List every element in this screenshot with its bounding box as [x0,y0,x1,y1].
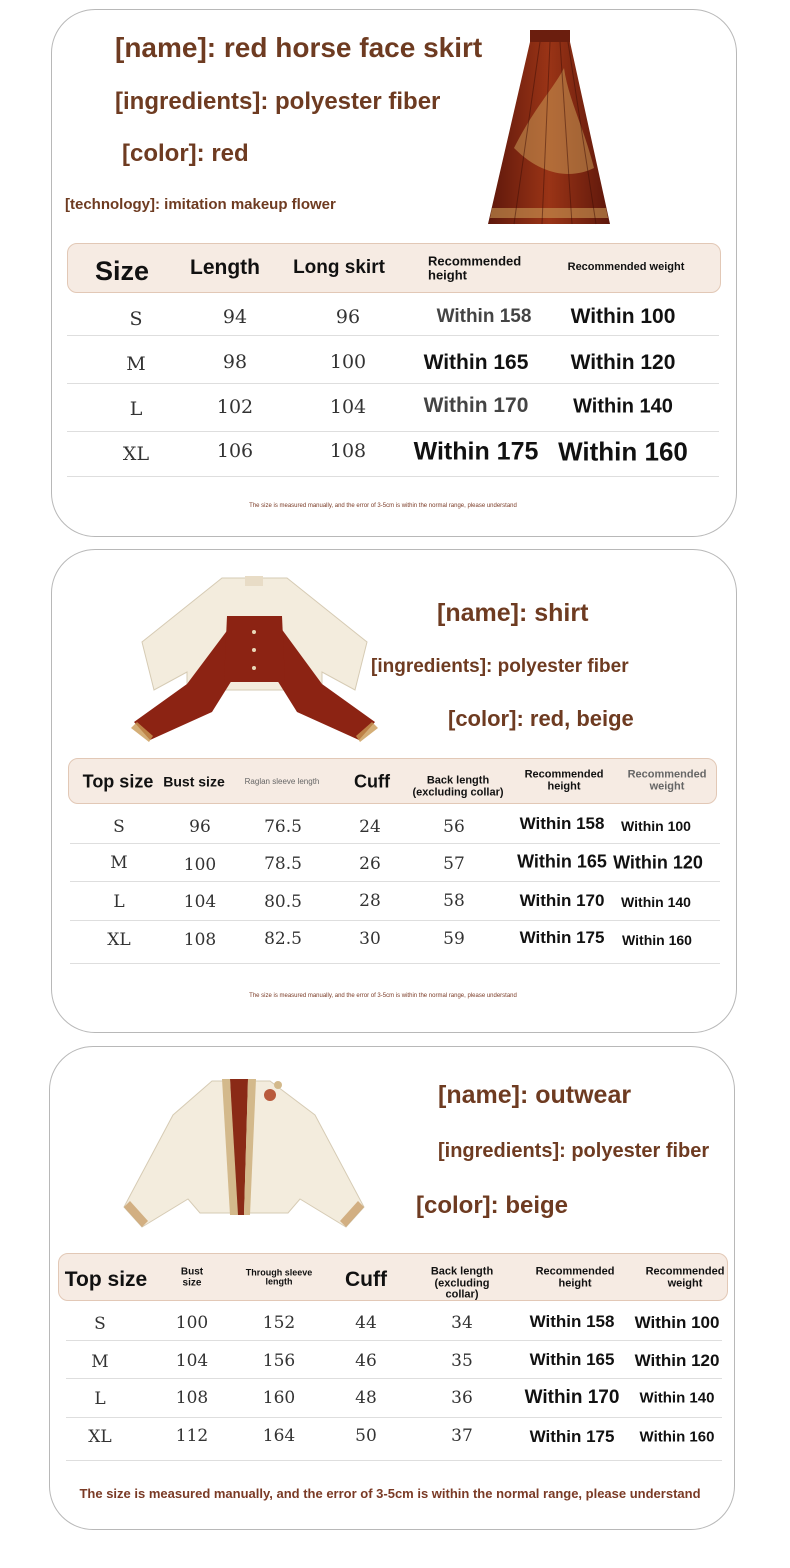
table-cell: 100 [329,351,367,373]
table-cell: 26 [359,854,381,874]
shirt-image [127,572,382,744]
table-cell: L [129,398,143,420]
red-skirt-image [484,28,614,228]
table-cell: Within 160 [622,932,692,948]
table-cell: 50 [355,1426,377,1446]
skirt-table-header [67,243,721,293]
table-cell: Within 170 [524,1387,620,1408]
table-cell: Within 165 [423,351,529,374]
outwear-color: [color]: beige [416,1192,569,1219]
table-cell: Within 158 [529,1312,615,1331]
table-cell: 28 [359,891,381,911]
skirt-header-height: Recommended height [428,253,522,282]
outwear-ingredients: [ingredients]: polyester fiber [438,1140,710,1162]
table-row-line [66,1340,722,1341]
table-cell: 59 [443,929,465,949]
table-cell: Within 165 [517,851,607,872]
outwear-table-header [58,1253,728,1301]
table-cell: Within 140 [573,395,673,418]
table-cell: 24 [359,817,381,837]
table-cell: Within 165 [529,1350,615,1369]
table-cell: 46 [355,1351,377,1371]
table-cell: Within 158 [519,814,605,833]
table-cell: L [94,1389,106,1409]
table-cell: 112 [175,1426,209,1446]
outwear-header-back-length: Back length (excluding collar) [430,1265,494,1301]
shirt-color: [color]: red, beige [448,706,634,731]
table-cell: 96 [189,817,211,837]
skirt-header-size: Size [94,255,150,286]
table-cell: 108 [329,440,367,462]
table-cell: Within 170 [423,394,529,417]
shirt-header-back-length: Back length (excluding collar) [412,774,504,798]
table-cell: XL [122,443,150,465]
table-cell: 44 [355,1313,377,1333]
table-cell: 76.5 [264,817,302,837]
outwear-header-sleeve: Through sleeve length [245,1267,313,1287]
table-cell: 80.5 [264,892,302,912]
skirt-technology: [technology]: imitation makeup flower [65,196,336,213]
table-row-line [66,1460,722,1461]
table-cell: 37 [451,1426,473,1446]
table-cell: Within 175 [529,1427,615,1446]
skirt-header-long-skirt: Long skirt [293,257,385,279]
table-cell: 102 [216,396,254,418]
shirt-header-top-size: Top size [82,771,154,792]
table-cell: 56 [443,817,465,837]
shirt-header-weight: Recommended weight [627,768,707,792]
shirt-table-header [68,758,717,804]
measurement-note: The size is measured manually, and the error of 3-5cm is within the normal range, please understand [249,993,517,999]
table-cell: Within 158 [436,306,532,327]
table-cell: Within 120 [613,852,703,873]
table-cell: 35 [451,1351,473,1371]
table-cell: 156 [262,1351,296,1371]
table-cell: 104 [175,1351,209,1371]
table-cell: XL [107,930,131,950]
table-cell: 30 [359,929,381,949]
table-cell: 78.5 [264,854,302,874]
outwear-header-weight: Recommended weight [645,1265,725,1289]
skirt-header-weight: Recommended weight [567,261,685,274]
table-cell: S [113,817,125,837]
shirt-header-height: Recommended height [524,768,604,792]
table-cell: 108 [175,1388,209,1408]
table-cell: 100 [183,855,217,875]
table-cell: 98 [222,351,248,373]
table-row-line [70,843,720,844]
table-cell: 152 [262,1313,296,1333]
outwear-header-height: Recommended height [535,1265,615,1289]
table-row-line [66,1417,722,1418]
outwear-header-top-size: Top size [64,1267,148,1291]
table-cell: M [110,853,128,873]
table-cell: 36 [451,1388,473,1408]
measurement-note: The size is measured manually, and the error of 3-5cm is within the normal range, please understand [249,503,517,509]
table-cell: M [126,353,146,375]
shirt-header-bust: Bust size [163,773,225,790]
table-cell: Within 175 [413,437,539,466]
outwear-image [120,1075,368,1235]
table-row-line [70,963,720,964]
outwear-header-cuff: Cuff [345,1267,387,1291]
table-cell: Within 120 [634,1351,720,1370]
table-cell: Within 140 [621,894,691,910]
table-cell: Within 100 [621,818,691,834]
table-cell: Within 100 [634,1313,720,1332]
table-cell: M [91,1352,109,1372]
table-cell: Within 160 [558,436,688,467]
table-cell: XL [88,1427,112,1447]
table-cell: S [129,308,143,330]
table-cell: 104 [329,396,367,418]
shirt-header-cuff: Cuff [354,771,390,792]
table-cell: 100 [175,1313,209,1333]
shirt-header-raglan: Raglan sleeve length [244,776,320,786]
table-cell: 34 [451,1313,473,1333]
table-cell: L [113,892,125,912]
table-cell: 104 [183,892,217,912]
table-cell: 58 [443,891,465,911]
table-cell: 48 [355,1388,377,1408]
outwear-size-card [49,1046,735,1530]
table-cell: 94 [222,306,248,328]
skirt-name: [name]: red horse face skirt [115,32,483,63]
skirt-ingredients: [ingredients]: polyester fiber [115,88,441,115]
table-cell: Within 160 [639,1428,715,1446]
table-row-line [66,1378,722,1379]
table-row-line [67,335,719,336]
table-cell: Within 120 [570,351,676,374]
outwear-header-bust: Bust size [180,1266,204,1288]
table-cell: 160 [262,1388,296,1408]
skirt-header-length: Length [190,255,260,279]
measurement-note: The size is measured manually, and the error of 3-5cm is within the normal range, please understand [79,1486,701,1501]
table-cell: S [94,1314,106,1334]
table-cell: Within 170 [519,891,605,910]
table-cell: Within 140 [639,1389,715,1407]
shirt-size-card [51,549,737,1033]
table-row-line [70,920,720,921]
table-cell: Within 100 [570,305,676,328]
outwear-name: [name]: outwear [438,1081,632,1109]
table-row-line [67,431,719,432]
skirt-size-card [51,9,737,537]
table-cell: 164 [262,1426,296,1446]
table-row-line [67,476,719,477]
skirt-color: [color]: red [122,140,249,167]
table-cell: 106 [216,440,254,462]
table-row-line [67,383,719,384]
shirt-name: [name]: shirt [437,599,589,627]
table-cell: 96 [335,306,361,328]
table-cell: Within 175 [519,928,605,947]
shirt-ingredients: [ingredients]: polyester fiber [371,656,629,677]
table-cell: 57 [443,854,465,874]
table-cell: 108 [183,930,217,950]
table-row-line [70,881,720,882]
table-cell: 82.5 [264,929,302,949]
